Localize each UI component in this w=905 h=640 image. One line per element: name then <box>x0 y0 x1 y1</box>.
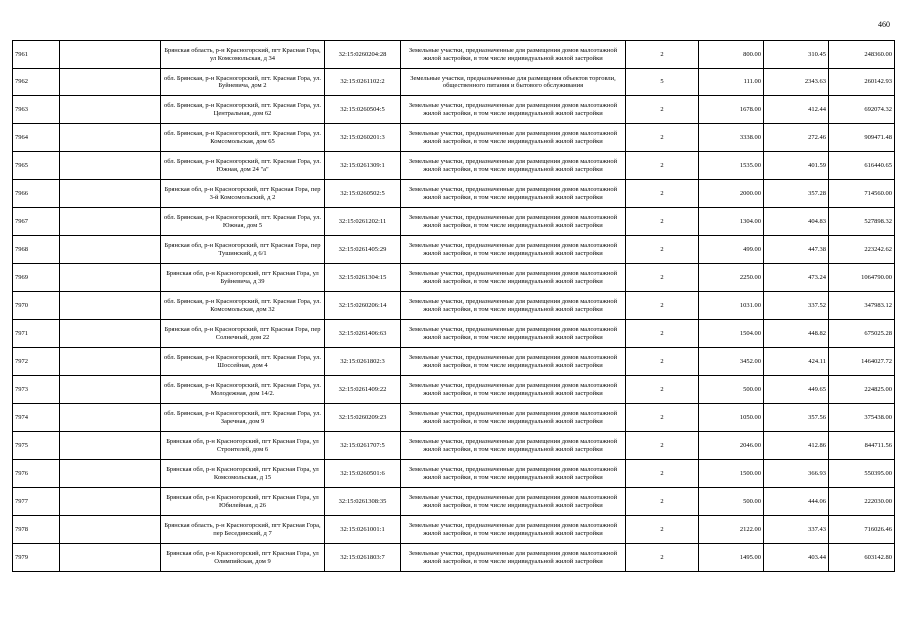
land-use-cell: Земельные участки, предназначенные для размещения домов малоэтажной жилой застройки, в том числе индивидуальной жилой застройки <box>401 404 626 432</box>
group-number-cell: 2 <box>626 152 699 180</box>
row-number: 7974 <box>13 404 60 432</box>
group-number-cell: 2 <box>626 292 699 320</box>
cadastral-number-cell: 32:15:0260502:5 <box>325 180 401 208</box>
area-cell: 499.00 <box>699 236 764 264</box>
row-number: 7973 <box>13 376 60 404</box>
address-cell: обл. Брянская, р-н Красногорский, пгт. Красная Гора, ул. Молодежная, дом 14/2. <box>161 376 325 404</box>
blank-cell <box>60 404 161 432</box>
cadastral-number-cell: 32:15:0261001:1 <box>325 516 401 544</box>
table-row <box>13 488 895 516</box>
cadastral-number-cell: 32:15:0261304:15 <box>325 264 401 292</box>
land-use-cell: Земельные участки, предназначенные для размещения домов малоэтажной жилой застройки, в том числе индивидуальной жилой застройки <box>401 320 626 348</box>
area-cell: 1304.00 <box>699 208 764 236</box>
blank-cell <box>60 41 161 69</box>
address-cell: обл. Брянская, р-н Красногорский, пгт. Красная Гора, ул. Шоссейная, дом 4 <box>161 348 325 376</box>
area-cell: 2122.00 <box>699 516 764 544</box>
land-use-cell: Земельные участки, предназначенные для размещения домов малоэтажной жилой застройки, в том числе индивидуальной жилой застройки <box>401 124 626 152</box>
table-row <box>13 152 895 180</box>
row-number: 7965 <box>13 152 60 180</box>
area-cell: 2250.00 <box>699 264 764 292</box>
land-use-cell: Земельные участки, предназначенные для размещения домов малоэтажной жилой застройки, в том числе индивидуальной жилой застройки <box>401 376 626 404</box>
cadastral-number-cell: 32:15:0260504:5 <box>325 96 401 124</box>
blank-cell <box>60 96 161 124</box>
table-row <box>13 348 895 376</box>
specific-value-cell: 357.56 <box>764 404 829 432</box>
row-number: 7978 <box>13 516 60 544</box>
cadastral-value-cell: 844711.56 <box>829 432 895 460</box>
land-use-cell: Земельные участки, предназначенные для размещения домов малоэтажной жилой застройки, в том числе индивидуальной жилой застройки <box>401 236 626 264</box>
cadastral-number-cell: 32:15:0261406:63 <box>325 320 401 348</box>
address-cell: обл. Брянская, р-н Красногорский, пгт. Красная Гора, ул. Южная, дом 5 <box>161 208 325 236</box>
group-number-cell: 2 <box>626 320 699 348</box>
area-cell: 3452.00 <box>699 348 764 376</box>
row-number: 7968 <box>13 236 60 264</box>
blank-cell <box>60 544 161 572</box>
specific-value-cell: 272.46 <box>764 124 829 152</box>
group-number-cell: 2 <box>626 180 699 208</box>
cadastral-value-cell: 1064790.00 <box>829 264 895 292</box>
table-row <box>13 69 895 96</box>
area-cell: 2000.00 <box>699 180 764 208</box>
land-use-cell: Земельные участки, предназначенные для размещения домов малоэтажной жилой застройки, в том числе индивидуальной жилой застройки <box>401 432 626 460</box>
blank-cell <box>60 236 161 264</box>
table-row <box>13 376 895 404</box>
area-cell: 111.00 <box>699 69 764 96</box>
area-cell: 1500.00 <box>699 460 764 488</box>
address-cell: обл. Брянская, р-н Красногорский, пгт. Красная Гора, ул. Комсомольская, дом 65 <box>161 124 325 152</box>
specific-value-cell: 337.43 <box>764 516 829 544</box>
cadastral-value-cell: 550395.00 <box>829 460 895 488</box>
blank-cell <box>60 152 161 180</box>
group-number-cell: 2 <box>626 432 699 460</box>
cadastral-value-cell: 260142.93 <box>829 69 895 96</box>
table-row <box>13 264 895 292</box>
group-number-cell: 2 <box>626 376 699 404</box>
cadastral-number-cell: 32:15:0261802:3 <box>325 348 401 376</box>
blank-cell <box>60 180 161 208</box>
blank-cell <box>60 292 161 320</box>
specific-value-cell: 448.82 <box>764 320 829 348</box>
group-number-cell: 2 <box>626 488 699 516</box>
land-use-cell: Земельные участки, предназначенные для размещения домов малоэтажной жилой застройки, в том числе индивидуальной жилой застройки <box>401 488 626 516</box>
land-use-cell: Земельные участки, предназначенные для размещения домов малоэтажной жилой застройки, в том числе индивидуальной жилой застройки <box>401 208 626 236</box>
land-use-cell: Земельные участки, предназначенные для размещения домов малоэтажной жилой застройки, в том числе индивидуальной жилой застройки <box>401 292 626 320</box>
land-use-cell: Земельные участки, предназначенные для размещения домов малоэтажной жилой застройки, в том числе индивидуальной жилой застройки <box>401 264 626 292</box>
group-number-cell: 2 <box>626 460 699 488</box>
group-number-cell: 2 <box>626 348 699 376</box>
address-cell: Брянская обл, р-н Красногорский, пгт Красная Гора, пер 3-й Комсомольский, д 2 <box>161 180 325 208</box>
specific-value-cell: 401.59 <box>764 152 829 180</box>
area-cell: 2046.00 <box>699 432 764 460</box>
row-number: 7970 <box>13 292 60 320</box>
cadastral-value-cell: 716026.46 <box>829 516 895 544</box>
cadastral-value-cell: 692074.32 <box>829 96 895 124</box>
cadastral-value-table <box>12 40 895 572</box>
address-cell: Брянская обл, р-н Красногорский, пгт Красная Гора, пер Солнечный, дом 22 <box>161 320 325 348</box>
land-use-cell: Земельные участки, предназначенные для размещения домов малоэтажной жилой застройки, в том числе индивидуальной жилой застройки <box>401 516 626 544</box>
cadastral-value-cell: 223242.62 <box>829 236 895 264</box>
cadastral-number-cell: 32:15:0260501:6 <box>325 460 401 488</box>
table-row <box>13 208 895 236</box>
blank-cell <box>60 432 161 460</box>
land-use-cell: Земельные участки, предназначенные для размещения домов малоэтажной жилой застройки, в том числе индивидуальной жилой застройки <box>401 544 626 572</box>
group-number-cell: 2 <box>626 41 699 69</box>
cadastral-number-cell: 32:15:0260209:23 <box>325 404 401 432</box>
table-body <box>13 41 895 572</box>
cadastral-value-cell: 909471.48 <box>829 124 895 152</box>
land-use-cell: Земельные участки, предназначенные для размещения домов малоэтажной жилой застройки, в том числе индивидуальной жилой застройки <box>401 41 626 69</box>
address-cell: Брянская область, р-н Красногорский, пгт Красная Гора, ул Комсомольская, д 34 <box>161 41 325 69</box>
cadastral-number-cell: 32:15:0260201:3 <box>325 124 401 152</box>
specific-value-cell: 473.24 <box>764 264 829 292</box>
cadastral-number-cell: 32:15:0260206:14 <box>325 292 401 320</box>
blank-cell <box>60 516 161 544</box>
specific-value-cell: 337.52 <box>764 292 829 320</box>
area-cell: 800.00 <box>699 41 764 69</box>
blank-cell <box>60 69 161 96</box>
blank-cell <box>60 208 161 236</box>
page-number: 460 <box>878 20 890 29</box>
cadastral-value-cell: 222030.00 <box>829 488 895 516</box>
land-use-cell: Земельные участки, предназначенные для размещения домов малоэтажной жилой застройки, в том числе индивидуальной жилой застройки <box>401 180 626 208</box>
group-number-cell: 5 <box>626 69 699 96</box>
group-number-cell: 2 <box>626 208 699 236</box>
row-number: 7979 <box>13 544 60 572</box>
row-number: 7966 <box>13 180 60 208</box>
cadastral-value-cell: 248360.00 <box>829 41 895 69</box>
cadastral-number-cell: 32:15:0260204:28 <box>325 41 401 69</box>
blank-cell <box>60 320 161 348</box>
specific-value-cell: 447.38 <box>764 236 829 264</box>
group-number-cell: 2 <box>626 124 699 152</box>
table-row <box>13 292 895 320</box>
land-use-cell: Земельные участки, предназначенные для размещения домов малоэтажной жилой застройки, в том числе индивидуальной жилой застройки <box>401 460 626 488</box>
area-cell: 1050.00 <box>699 404 764 432</box>
table-row <box>13 236 895 264</box>
blank-cell <box>60 376 161 404</box>
address-cell: Брянская область, р-н Красногорский, пгт Красная Гора, пер Бесединский, д 7 <box>161 516 325 544</box>
row-number: 7969 <box>13 264 60 292</box>
specific-value-cell: 366.93 <box>764 460 829 488</box>
specific-value-cell: 310.45 <box>764 41 829 69</box>
address-cell: обл. Брянская, р-н Красногорский, пгт. Красная Гора, ул. Комсомольская, дом 32 <box>161 292 325 320</box>
specific-value-cell: 444.06 <box>764 488 829 516</box>
cadastral-value-cell: 347983.12 <box>829 292 895 320</box>
address-cell: Брянская обл, р-н Красногорский, пгт Красная Гора, ул Юбилейная, д 26 <box>161 488 325 516</box>
address-cell: Брянская обл, р-н Красногорский, пгт Красная Гора, ул Буйневича, д 39 <box>161 264 325 292</box>
land-use-cell: Земельные участки, предназначенные для размещения домов малоэтажной жилой застройки, в том числе индивидуальной жилой застройки <box>401 348 626 376</box>
cadastral-value-cell: 603142.80 <box>829 544 895 572</box>
specific-value-cell: 357.28 <box>764 180 829 208</box>
group-number-cell: 2 <box>626 404 699 432</box>
group-number-cell: 2 <box>626 96 699 124</box>
area-cell: 1678.00 <box>699 96 764 124</box>
cadastral-number-cell: 32:15:0261308:35 <box>325 488 401 516</box>
row-number: 7963 <box>13 96 60 124</box>
cadastral-value-cell: 714560.00 <box>829 180 895 208</box>
land-use-cell: Земельные участки, предназначенные для размещения домов малоэтажной жилой застройки, в том числе индивидуальной жилой застройки <box>401 96 626 124</box>
address-cell: Брянская обл, р-н Красногорский, пгт Красная Гора, ул Олимпийская, дом 9 <box>161 544 325 572</box>
table-row <box>13 96 895 124</box>
row-number: 7977 <box>13 488 60 516</box>
cadastral-number-cell: 32:15:0261803:7 <box>325 544 401 572</box>
address-cell: Брянская обл, р-н Красногорский, пгт Красная Гора, пер Тушинский, д 6/1 <box>161 236 325 264</box>
area-cell: 500.00 <box>699 376 764 404</box>
table-row <box>13 516 895 544</box>
specific-value-cell: 449.65 <box>764 376 829 404</box>
land-use-cell: Земельные участки, предназначенные для размещения домов малоэтажной жилой застройки, в том числе индивидуальной жилой застройки <box>401 152 626 180</box>
table-row <box>13 460 895 488</box>
cadastral-value-cell: 527898.32 <box>829 208 895 236</box>
specific-value-cell: 424.11 <box>764 348 829 376</box>
cadastral-value-cell: 375438.00 <box>829 404 895 432</box>
specific-value-cell: 412.86 <box>764 432 829 460</box>
area-cell: 1031.00 <box>699 292 764 320</box>
area-cell: 1504.00 <box>699 320 764 348</box>
cadastral-value-cell: 616440.65 <box>829 152 895 180</box>
address-cell: обл. Брянская, р-н Красногорский, пгт. Красная Гора, ул. Южная, дом 24 "а" <box>161 152 325 180</box>
blank-cell <box>60 460 161 488</box>
blank-cell <box>60 264 161 292</box>
table-row <box>13 124 895 152</box>
group-number-cell: 2 <box>626 236 699 264</box>
row-number: 7961 <box>13 41 60 69</box>
table-row <box>13 404 895 432</box>
table-row <box>13 544 895 572</box>
area-cell: 500.00 <box>699 488 764 516</box>
area-cell: 1535.00 <box>699 152 764 180</box>
row-number: 7967 <box>13 208 60 236</box>
cadastral-value-cell: 1464027.72 <box>829 348 895 376</box>
specific-value-cell: 412.44 <box>764 96 829 124</box>
group-number-cell: 2 <box>626 516 699 544</box>
land-use-cell: Земельные участки, предназначенные для размещения объектов торговли, общественного питания и бытового обслуживания <box>401 69 626 96</box>
group-number-cell: 2 <box>626 264 699 292</box>
table-row <box>13 180 895 208</box>
address-cell: обл. Брянская, р-н Красногорский, пгт. Красная Гора, ул. Центральная, дом 62 <box>161 96 325 124</box>
blank-cell <box>60 124 161 152</box>
cadastral-value-cell: 675025.28 <box>829 320 895 348</box>
address-cell: обл. Брянская, р-н Красногорский, пгт. Красная Гора, ул. Заречная, дом 9 <box>161 404 325 432</box>
cadastral-value-cell: 224825.00 <box>829 376 895 404</box>
row-number: 7962 <box>13 69 60 96</box>
row-number: 7971 <box>13 320 60 348</box>
blank-cell <box>60 488 161 516</box>
table-row <box>13 432 895 460</box>
row-number: 7976 <box>13 460 60 488</box>
address-cell: обл. Брянская, р-н Красногорский, пгт. Красная Гора, ул. Буйневича, дом 2 <box>161 69 325 96</box>
cadastral-number-cell: 32:15:0261409:22 <box>325 376 401 404</box>
table-row <box>13 320 895 348</box>
address-cell: Брянская обл, р-н Красногорский, пгт Красная Гора, ул Строителей, дом 6 <box>161 432 325 460</box>
area-cell: 1495.00 <box>699 544 764 572</box>
row-number: 7964 <box>13 124 60 152</box>
cadastral-number-cell: 32:15:0261202:11 <box>325 208 401 236</box>
specific-value-cell: 2343.63 <box>764 69 829 96</box>
row-number: 7972 <box>13 348 60 376</box>
cadastral-number-cell: 32:15:0261707:5 <box>325 432 401 460</box>
cadastral-number-cell: 32:15:0261309:1 <box>325 152 401 180</box>
table-row <box>13 41 895 69</box>
group-number-cell: 2 <box>626 544 699 572</box>
row-number: 7975 <box>13 432 60 460</box>
specific-value-cell: 404.83 <box>764 208 829 236</box>
specific-value-cell: 403.44 <box>764 544 829 572</box>
cadastral-number-cell: 32:15:0261102:2 <box>325 69 401 96</box>
blank-cell <box>60 348 161 376</box>
cadastral-number-cell: 32:15:0261405:29 <box>325 236 401 264</box>
address-cell: Брянская обл, р-н Красногорский, пгт Красная Гора, ул Комсомольская, д 15 <box>161 460 325 488</box>
area-cell: 3338.00 <box>699 124 764 152</box>
